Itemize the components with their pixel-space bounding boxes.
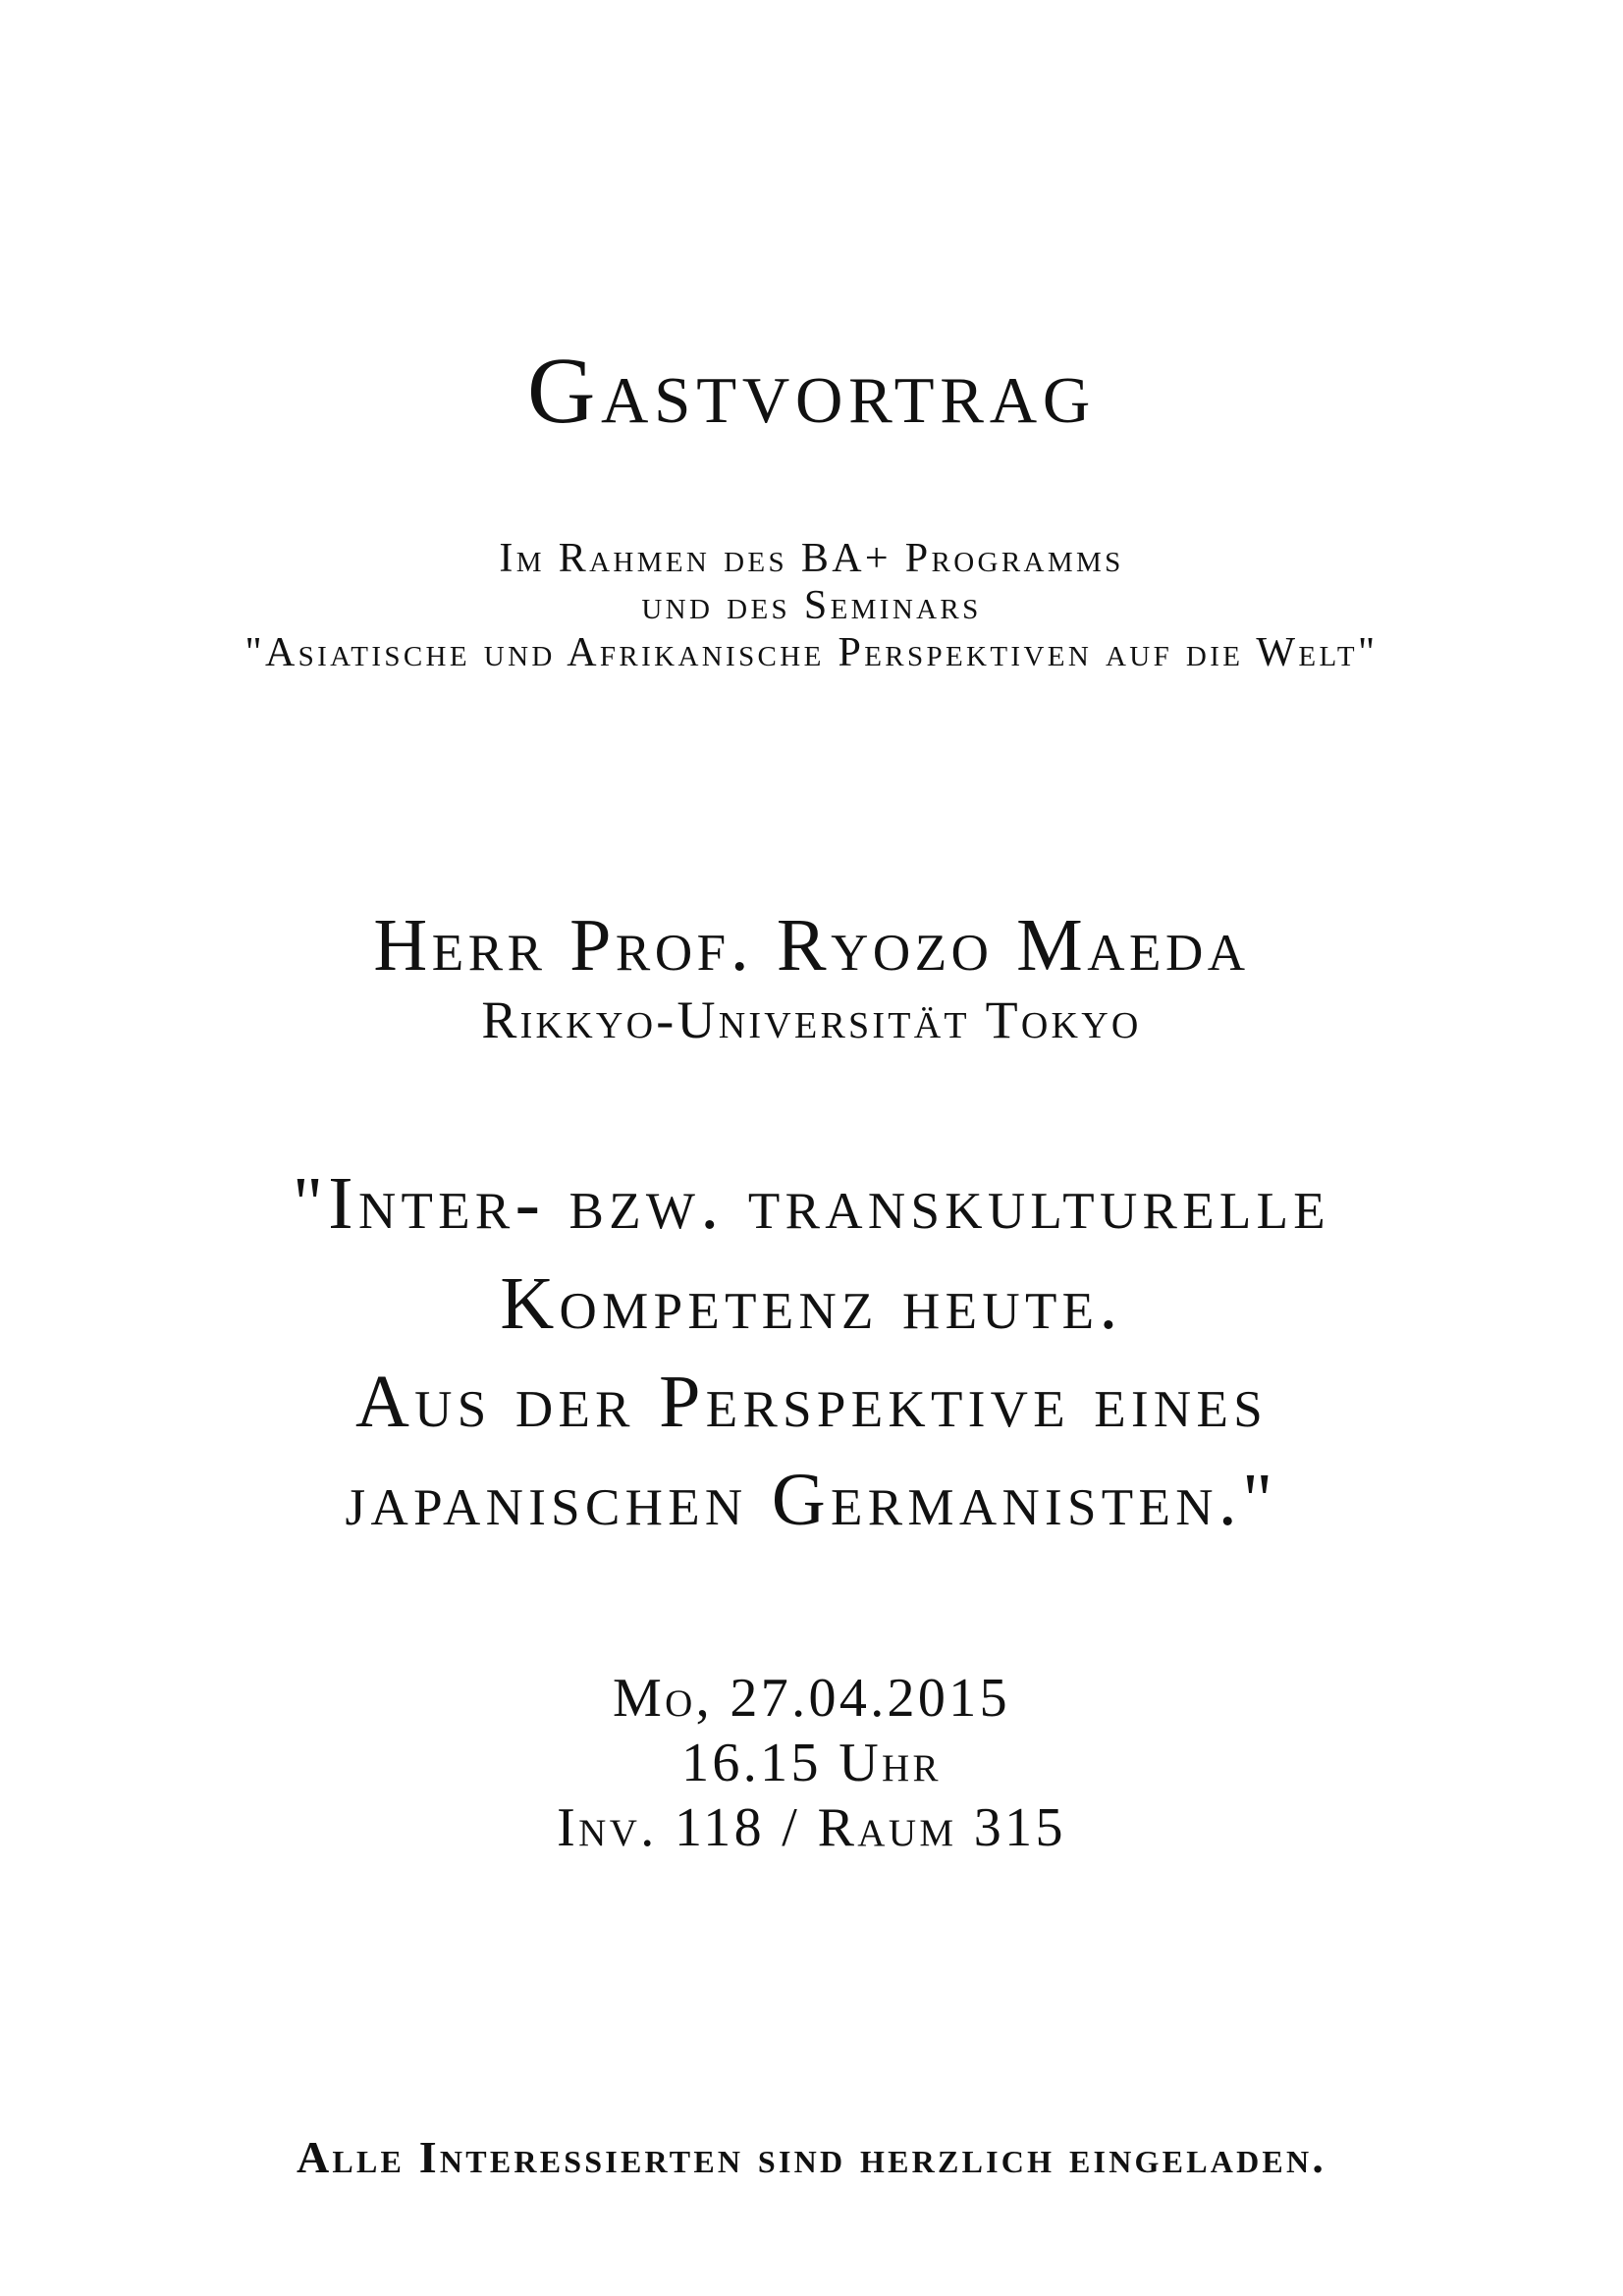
poster-title: Gastvortrag xyxy=(526,338,1097,443)
event-time: 16.15 Uhr xyxy=(681,1733,942,1793)
context-line-3: "Asiatische und Afrikanische Perspektiven auf die Welt" xyxy=(244,630,1379,675)
invitation-text: Alle Interessierten sind herzlich eingeladen. xyxy=(296,2132,1327,2182)
lecture-title-line-4: japanischen Germanisten." xyxy=(345,1459,1278,1541)
event-date: Mo, 27.04.2015 xyxy=(613,1668,1010,1729)
context-line-2: und des Seminars xyxy=(641,583,982,628)
context-line-1: Im Rahmen des BA+ Programms xyxy=(499,536,1124,581)
event-location: Inv. 118 / Raum 315 xyxy=(557,1797,1066,1858)
lecture-title-line-3: Aus der Perspektive eines xyxy=(354,1361,1269,1443)
speaker-name: Herr Prof. Ryozo Maeda xyxy=(373,904,1250,987)
speaker-affiliation: Rikkyo-Universität Tokyo xyxy=(481,990,1142,1049)
lecture-title-line-2: Kompetenz heute. xyxy=(500,1262,1123,1345)
lecture-title-line-1: "Inter- bzw. transkulturelle xyxy=(292,1162,1331,1245)
